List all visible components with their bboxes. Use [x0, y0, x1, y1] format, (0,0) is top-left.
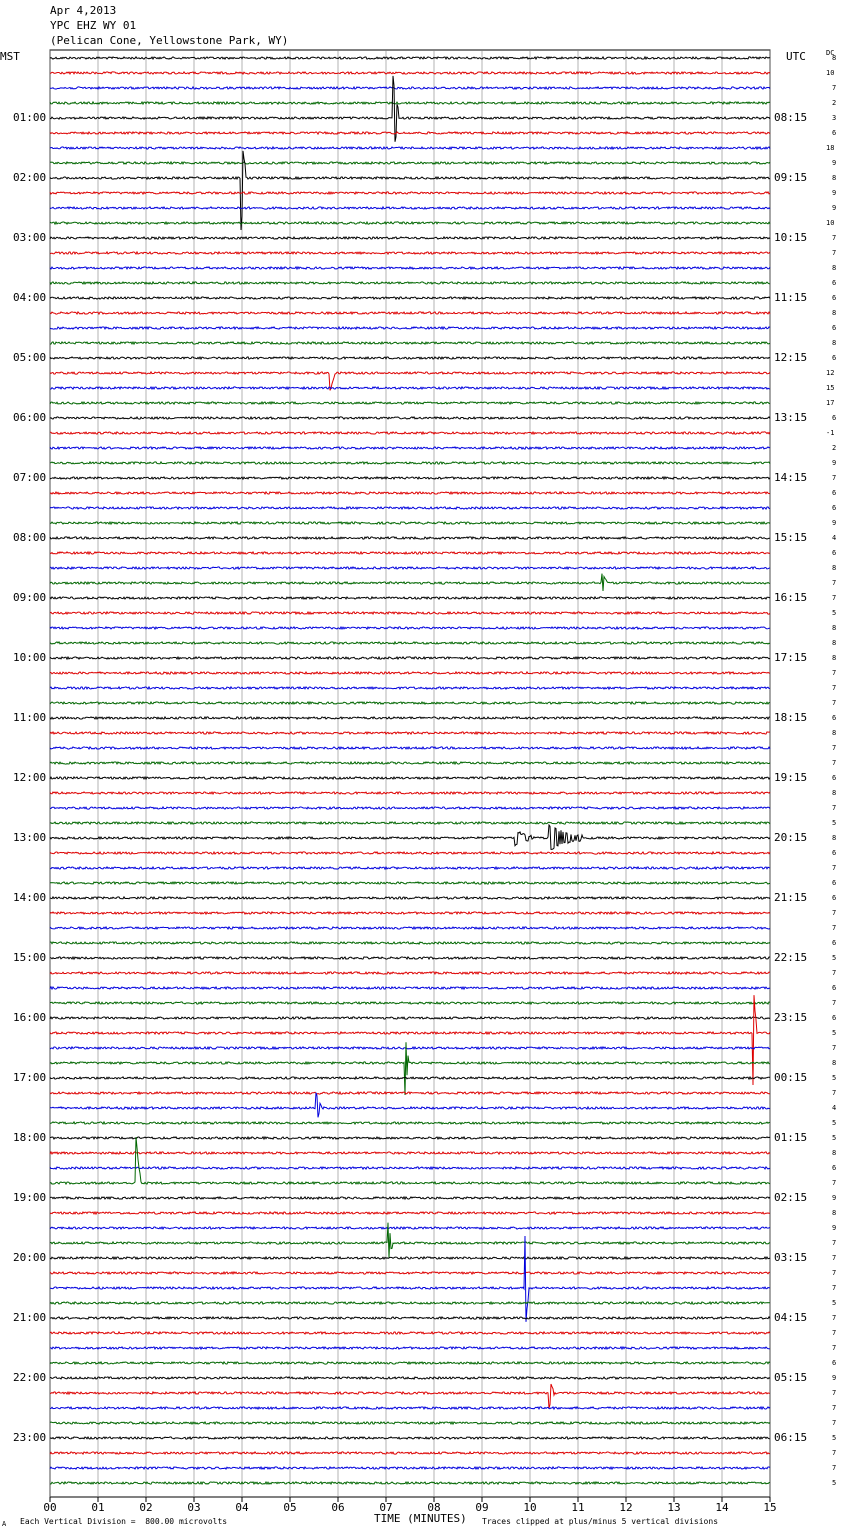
right-hour-label: 11:15: [774, 291, 808, 304]
dc-value: 5: [832, 1479, 837, 1487]
x-tick-label: 09: [475, 1501, 489, 1514]
dc-value: 8: [832, 339, 837, 347]
dc-value: 8: [832, 174, 837, 182]
left-hour-label: 11:00: [13, 711, 47, 724]
dc-value: 5: [832, 1029, 837, 1037]
seismic-trace: [50, 882, 770, 884]
dc-value: 8: [832, 564, 837, 572]
left-hour-label: 06:00: [13, 411, 47, 424]
seismic-trace: [50, 507, 770, 509]
left-hour-label: 01:00: [13, 111, 47, 124]
dc-value: 6: [832, 324, 837, 332]
seismic-trace: [50, 147, 770, 149]
seismic-trace: [50, 537, 770, 539]
dc-value: 8: [832, 654, 837, 662]
seismic-trace: [50, 477, 770, 479]
seismic-trace: [50, 807, 770, 809]
seismic-trace: [50, 1384, 770, 1408]
dc-value: 5: [832, 1299, 837, 1307]
dc-header: DC: [826, 49, 835, 57]
dc-value: 7: [832, 1329, 837, 1337]
dc-value: 15: [826, 384, 835, 392]
seismic-trace: [50, 687, 770, 689]
seismic-trace: [50, 1047, 770, 1049]
dc-value: 7: [832, 924, 837, 932]
dc-value: 7: [832, 699, 837, 707]
x-tick-label: 03: [187, 1501, 201, 1514]
seismic-trace: [50, 942, 770, 944]
dc-value: 5: [832, 1074, 837, 1082]
seismic-trace: [50, 1437, 770, 1439]
seismic-trace: [50, 1467, 770, 1469]
dc-value: 7: [832, 1254, 837, 1262]
seismic-trace: [50, 1137, 770, 1139]
seismic-trace: [50, 1017, 770, 1019]
dc-value: 4: [832, 1104, 837, 1112]
right-hour-label: 19:15: [774, 771, 808, 784]
dc-value: 6: [832, 489, 837, 497]
dc-value: 9: [832, 204, 837, 212]
dc-value: 9: [832, 519, 837, 527]
seismic-trace: [50, 267, 770, 269]
dc-value: 5: [832, 819, 837, 827]
seismic-trace: [50, 297, 770, 299]
station-title: YPC EHZ WY 01: [50, 19, 137, 32]
dc-value: 6: [832, 354, 837, 362]
x-tick-label: 15: [763, 1501, 777, 1514]
seismic-trace: [50, 1317, 770, 1319]
seismic-trace: [50, 1422, 770, 1424]
seismic-trace: [50, 252, 770, 254]
dc-value: 6: [832, 714, 837, 722]
left-hour-label: 21:00: [13, 1311, 47, 1324]
seismic-trace: [50, 57, 770, 59]
dc-value: 8: [832, 834, 837, 842]
seismic-trace: [50, 1042, 770, 1095]
seismic-trace: [50, 1452, 770, 1454]
seismic-trace: [50, 987, 770, 989]
x-tick-label: 00: [43, 1501, 57, 1514]
left-hour-label: 05:00: [13, 351, 47, 364]
dc-value: 7: [832, 1314, 837, 1322]
seismic-trace: [50, 852, 770, 854]
dc-value: 7: [832, 969, 837, 977]
seismic-trace: [50, 207, 770, 209]
seismic-trace: [50, 897, 770, 899]
seismic-trace: [50, 574, 770, 591]
seismic-trace: [50, 1407, 770, 1409]
left-hour-label: 20:00: [13, 1251, 47, 1264]
right-hour-label: 09:15: [774, 171, 808, 184]
seismic-trace: [50, 1122, 770, 1124]
x-axis-title: TIME (MINUTES): [374, 1512, 467, 1525]
dc-value: 6: [832, 279, 837, 287]
left-hour-label: 13:00: [13, 831, 47, 844]
seismic-trace: [50, 627, 770, 629]
dc-value: 6: [832, 549, 837, 557]
dc-value: 7: [832, 1344, 837, 1352]
dc-value: 7: [832, 1404, 837, 1412]
clip-note: Traces clipped at plus/minus 5 vertical divisions: [482, 1517, 719, 1526]
dc-value: 7: [832, 234, 837, 242]
seismic-trace: [50, 222, 770, 224]
dc-value: 7: [832, 804, 837, 812]
left-axis-label: MST: [0, 50, 20, 63]
seismic-trace: [50, 912, 770, 914]
seismic-trace: [50, 672, 770, 674]
dc-value: 7: [832, 999, 837, 1007]
right-hour-label: 03:15: [774, 1251, 808, 1264]
dc-value: 5: [832, 954, 837, 962]
seismic-trace: [50, 957, 770, 959]
seismic-trace: [50, 327, 770, 329]
seismic-trace: [50, 1302, 770, 1304]
seismic-trace: [50, 1212, 770, 1214]
right-hour-label: 00:15: [774, 1071, 808, 1084]
left-hour-label: 07:00: [13, 471, 47, 484]
dc-value: 5: [832, 1434, 837, 1442]
x-tick-label: 02: [139, 1501, 153, 1514]
seismic-trace: [50, 1347, 770, 1349]
dc-value: 7: [832, 249, 837, 257]
seismic-trace: [50, 597, 770, 599]
x-tick-label: 04: [235, 1501, 249, 1514]
dc-value: 3: [832, 114, 837, 122]
seismic-trace: [50, 1137, 770, 1184]
seismic-trace: [50, 1332, 770, 1334]
left-hour-label: 12:00: [13, 771, 47, 784]
left-hour-label: 08:00: [13, 531, 47, 544]
left-hour-label: 14:00: [13, 891, 47, 904]
dc-value: 7: [832, 579, 837, 587]
dc-value: 7: [832, 759, 837, 767]
dc-value: 7: [832, 1449, 837, 1457]
seismic-trace: [50, 927, 770, 929]
seismic-trace: [50, 642, 770, 644]
right-hour-label: 01:15: [774, 1131, 808, 1144]
dc-value: 6: [832, 849, 837, 857]
right-hour-label: 12:15: [774, 351, 808, 364]
seismic-trace: [50, 402, 770, 404]
seismic-trace: [50, 717, 770, 719]
seismic-trace: [50, 87, 770, 89]
right-hour-label: 20:15: [774, 831, 808, 844]
location-title: (Pelican Cone, Yellowstone Park, WY): [50, 34, 289, 47]
dc-value: 7: [832, 1239, 837, 1247]
x-tick-label: 01: [91, 1501, 105, 1514]
scale-mark: A: [2, 1520, 7, 1528]
dc-value: 6: [832, 1359, 837, 1367]
seismic-trace: [50, 72, 770, 74]
seismic-trace: [50, 1227, 770, 1229]
dc-value: 17: [826, 399, 835, 407]
right-hour-label: 02:15: [774, 1191, 808, 1204]
seismic-trace: [50, 825, 770, 849]
right-hour-label: 17:15: [774, 651, 808, 664]
seismic-trace: [50, 132, 770, 134]
left-hour-label: 10:00: [13, 651, 47, 664]
seismic-trace: [50, 1377, 770, 1379]
dc-value: 8: [832, 639, 837, 647]
x-tick-label: 10: [523, 1501, 537, 1514]
dc-value: 7: [832, 1179, 837, 1187]
dc-value: 6: [832, 879, 837, 887]
seismic-trace: [50, 732, 770, 734]
right-hour-label: 08:15: [774, 111, 808, 124]
scale-note: Each Vertical Division = 800.00 microvolts: [20, 1517, 228, 1526]
seismic-trace: [50, 567, 770, 569]
seismic-trace: [50, 792, 770, 794]
dc-value: 9: [832, 159, 837, 167]
seismic-trace: [50, 702, 770, 704]
left-hour-label: 09:00: [13, 591, 47, 604]
dc-value: 7: [832, 594, 837, 602]
seismic-trace: [50, 612, 770, 614]
right-hour-label: 22:15: [774, 951, 808, 964]
seismic-trace: [50, 192, 770, 194]
dc-value: 7: [832, 1284, 837, 1292]
seismic-trace: [50, 1236, 770, 1322]
x-tick-label: 08: [427, 1501, 441, 1514]
dc-value: 8: [832, 309, 837, 317]
seismic-trace: [50, 1077, 770, 1079]
seismic-trace: [50, 102, 770, 104]
right-hour-label: 21:15: [774, 891, 808, 904]
x-tick-label: 14: [715, 1501, 729, 1514]
seismic-trace: [50, 522, 770, 524]
seismic-trace: [50, 462, 770, 464]
seismic-trace: [50, 417, 770, 419]
dc-value: 8: [832, 264, 837, 272]
dc-value: 12: [826, 369, 835, 377]
dc-value: 10: [826, 69, 835, 77]
seismic-trace: [50, 1167, 770, 1169]
x-tick-label: 12: [619, 1501, 633, 1514]
left-hour-label: 23:00: [13, 1431, 47, 1444]
dc-value: 7: [832, 684, 837, 692]
dc-value: 6: [832, 1014, 837, 1022]
x-tick-label: 06: [331, 1501, 345, 1514]
dc-value: 9: [832, 1194, 837, 1202]
dc-value: 6: [832, 939, 837, 947]
right-hour-label: 10:15: [774, 231, 808, 244]
seismic-trace: [50, 552, 770, 554]
dc-value: 8: [832, 789, 837, 797]
seismic-trace: [50, 162, 770, 164]
seismic-trace: [50, 747, 770, 749]
dc-value: 10: [826, 219, 835, 227]
dc-value: 7: [832, 1089, 837, 1097]
seismic-trace: [50, 1002, 770, 1004]
right-hour-label: 16:15: [774, 591, 808, 604]
dc-value: 6: [832, 414, 837, 422]
right-hour-label: 18:15: [774, 711, 808, 724]
seismic-trace: [50, 1152, 770, 1154]
x-tick-label: 07: [379, 1501, 393, 1514]
seismic-trace: [50, 822, 770, 824]
dc-value: 7: [832, 669, 837, 677]
dc-value: 6: [832, 294, 837, 302]
left-hour-label: 22:00: [13, 1371, 47, 1384]
seismic-trace: [50, 357, 770, 359]
dc-value: 7: [832, 1269, 837, 1277]
right-hour-label: 06:15: [774, 1431, 808, 1444]
seismic-trace: [50, 447, 770, 449]
dc-value: 9: [832, 1224, 837, 1232]
dc-value: 6: [832, 894, 837, 902]
right-axis-label: UTC: [786, 50, 806, 63]
seismic-trace: [50, 342, 770, 344]
right-hour-label: 15:15: [774, 531, 808, 544]
dc-value: 2: [832, 444, 837, 452]
dc-value: 8: [832, 54, 837, 62]
seismic-trace: [50, 387, 770, 389]
seismic-trace: [50, 1482, 770, 1484]
dc-value: 6: [832, 129, 837, 137]
x-tick-label: 11: [571, 1501, 585, 1514]
left-hour-label: 18:00: [13, 1131, 47, 1144]
date-title: Apr 4,2013: [50, 4, 117, 17]
seismic-trace: [50, 762, 770, 764]
x-tick-label: 05: [283, 1501, 297, 1514]
left-hour-label: 19:00: [13, 1191, 47, 1204]
dc-value: 8: [832, 1059, 837, 1067]
seismic-trace: [50, 657, 770, 659]
seismic-trace: [50, 282, 770, 284]
dc-value: 7: [832, 744, 837, 752]
left-hour-label: 02:00: [13, 171, 47, 184]
dc-value: 6: [832, 1164, 837, 1172]
dc-value: 7: [832, 1044, 837, 1052]
right-hour-label: 04:15: [774, 1311, 808, 1324]
seismic-trace: [50, 972, 770, 974]
dc-value: 7: [832, 1419, 837, 1427]
dc-value: 7: [832, 1464, 837, 1472]
seismic-trace: [50, 312, 770, 314]
dc-value: 9: [832, 189, 837, 197]
dc-value: 5: [832, 609, 837, 617]
seismic-trace: [50, 1257, 770, 1259]
dc-value: 7: [832, 909, 837, 917]
dc-value: 5: [832, 1134, 837, 1142]
seismic-trace: [50, 237, 770, 239]
seismic-trace: [50, 1092, 770, 1094]
seismic-trace: [50, 1197, 770, 1199]
dc-value: 4: [832, 534, 837, 542]
dc-value: 9: [832, 459, 837, 467]
seismic-trace: [50, 492, 770, 494]
left-hour-label: 04:00: [13, 291, 47, 304]
dc-value: 18: [826, 144, 835, 152]
right-hour-label: 23:15: [774, 1011, 808, 1024]
dc-value: 8: [832, 1149, 837, 1157]
dc-value: 8: [832, 1209, 837, 1217]
left-hour-label: 16:00: [13, 1011, 47, 1024]
right-hour-label: 13:15: [774, 411, 808, 424]
dc-value: 7: [832, 474, 837, 482]
dc-value: 6: [832, 504, 837, 512]
seismic-trace: [50, 1272, 770, 1274]
left-hour-label: 15:00: [13, 951, 47, 964]
dc-value: 8: [832, 624, 837, 632]
dc-value: 2: [832, 99, 837, 107]
seismic-trace: [50, 995, 770, 1085]
seismic-trace: [50, 1362, 770, 1364]
x-tick-label: 13: [667, 1501, 681, 1514]
seismic-trace: [50, 432, 770, 434]
right-hour-label: 14:15: [774, 471, 808, 484]
dc-value: 6: [832, 984, 837, 992]
dc-value: 5: [832, 1119, 837, 1127]
dc-value: 9: [832, 1374, 837, 1382]
dc-value: 7: [832, 1389, 837, 1397]
dc-value: 6: [832, 774, 837, 782]
seismic-trace: [50, 1093, 770, 1118]
seismic-trace: [50, 777, 770, 779]
dc-value: 7: [832, 84, 837, 92]
dc-value: -1: [826, 429, 835, 437]
dc-value: 8: [832, 729, 837, 737]
left-hour-label: 03:00: [13, 231, 47, 244]
seismic-trace: [50, 867, 770, 869]
left-hour-label: 17:00: [13, 1071, 47, 1084]
right-hour-label: 05:15: [774, 1371, 808, 1384]
dc-value: 7: [832, 864, 837, 872]
